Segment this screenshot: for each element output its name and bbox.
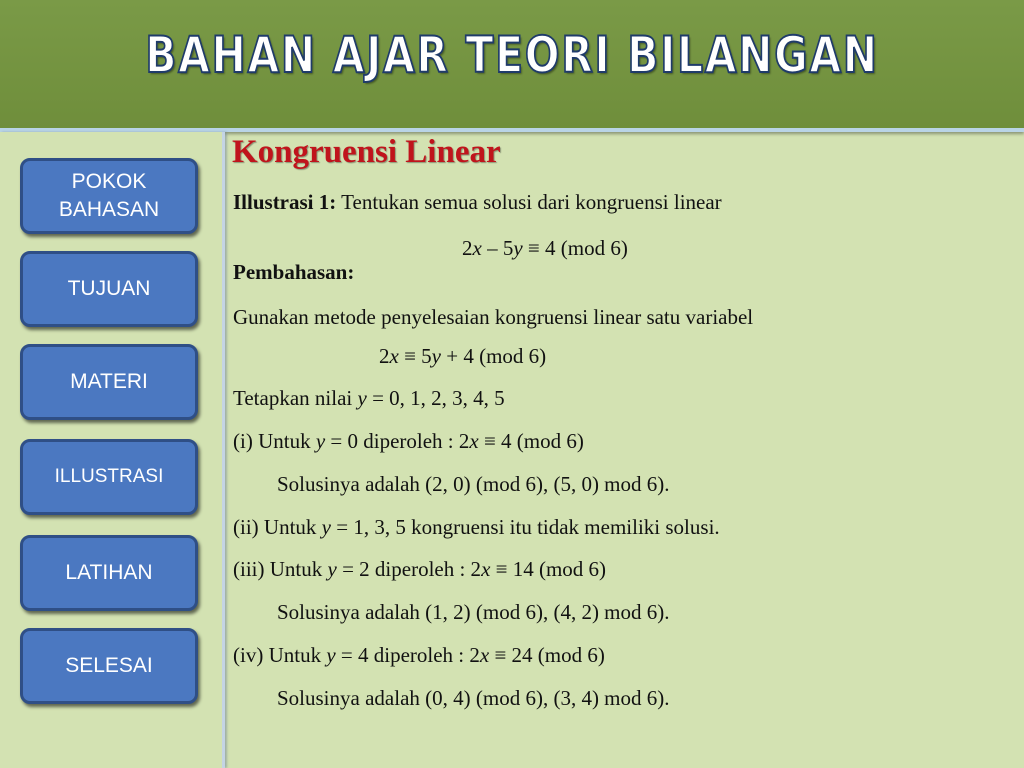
sidebar xyxy=(0,132,225,768)
set-values-rest: = 0, 1, 2, 3, 4, 5 xyxy=(366,386,505,410)
method-text: Gunakan metode penyelesaian kongruensi linear satu variabel xyxy=(233,305,754,329)
equation-two xyxy=(379,344,546,369)
illustration-line xyxy=(233,190,722,215)
header-bar xyxy=(0,0,1024,132)
set-values-var: y xyxy=(357,386,367,410)
case4-var-y: y xyxy=(326,643,336,667)
case1-var-y: y xyxy=(315,429,326,453)
eq-var-y: y xyxy=(513,236,523,260)
case-one xyxy=(233,429,584,454)
case2-rest: = 1, 3, 5 kongruensi itu tidak memiliki solusi. xyxy=(330,515,720,539)
illustration-label: Illustrasi 1: xyxy=(233,190,337,214)
discussion-label: Pembahasan: xyxy=(233,260,355,284)
set-values-line xyxy=(233,386,505,411)
case-two xyxy=(233,515,720,540)
page-title: BAHAN AJAR TEORI BILANGAN xyxy=(145,26,879,84)
case1-prefix: (i) Untuk xyxy=(233,429,316,453)
case4-prefix: (iv) Untuk xyxy=(233,643,327,667)
case-three-solution: Solusinya adalah (1, 2) (mod 6), (4, 2) mod 6). xyxy=(277,600,670,624)
case-three xyxy=(233,557,606,582)
case4-mid: = 4 diperoleh : 2 xyxy=(335,643,480,667)
slide-content xyxy=(232,134,1012,764)
materi-button[interactable] xyxy=(20,344,198,420)
case1-var-x: x xyxy=(469,429,479,453)
case3-mid: = 2 diperoleh : 2 xyxy=(336,557,482,581)
selesai-label: SELESAI xyxy=(65,653,153,677)
case4-rest: ≡ 24 (mod 6) xyxy=(489,643,605,667)
case3-var-y: y xyxy=(327,557,337,581)
materi-label: MATERI xyxy=(70,369,148,393)
latihan-label: LATIHAN xyxy=(65,560,153,584)
set-values-prefix: Tetapkan nilai xyxy=(233,386,358,410)
eq2-coef: 2 xyxy=(379,344,390,368)
tujuan-label: TUJUAN xyxy=(67,276,151,300)
case3-var-x: x xyxy=(481,557,491,581)
case2-var-y: y xyxy=(321,515,331,539)
pokok-bahasan-button[interactable] xyxy=(20,158,198,234)
tujuan-button[interactable] xyxy=(20,251,198,327)
eq2-var-x: x xyxy=(389,344,399,368)
latihan-button[interactable] xyxy=(20,535,198,611)
case1-mid: = 0 diperoleh : 2 xyxy=(325,429,470,453)
selesai-button[interactable] xyxy=(20,628,198,704)
slide-title: Kongruensi Linear xyxy=(232,134,501,170)
eq-rest: ≡ 4 (mod 6) xyxy=(522,236,628,260)
case4-var-x: x xyxy=(479,643,490,667)
eq-var-x: x xyxy=(472,236,482,260)
case3-rest: ≡ 14 (mod 6) xyxy=(490,557,607,581)
case2-prefix: (ii) Untuk xyxy=(233,515,322,539)
eq-operator: – 5 xyxy=(481,236,514,260)
eq2-mid: ≡ 5 xyxy=(398,344,432,368)
illustrasi-button[interactable] xyxy=(20,439,198,515)
case1-rest: ≡ 4 (mod 6) xyxy=(478,429,584,453)
illustrasi-label: ILLUSTRASI xyxy=(54,466,164,488)
case3-prefix: (iii) Untuk xyxy=(233,557,328,581)
eq2-var-y: y xyxy=(431,344,441,368)
eq-coef-a: 2 xyxy=(462,236,473,260)
eq2-rest: + 4 (mod 6) xyxy=(441,344,547,368)
illustration-text: Tentukan semua solusi dari kongruensi linear xyxy=(341,190,722,214)
case-one-solution: Solusinya adalah (2, 0) (mod 6), (5, 0) mod 6). xyxy=(277,472,670,496)
main-equation xyxy=(462,236,628,261)
pokok-bahasan-label: POKOK BAHASAN xyxy=(58,169,160,221)
case-four-solution: Solusinya adalah (0, 4) (mod 6), (3, 4) mod 6). xyxy=(277,686,670,710)
case-four xyxy=(233,643,605,668)
